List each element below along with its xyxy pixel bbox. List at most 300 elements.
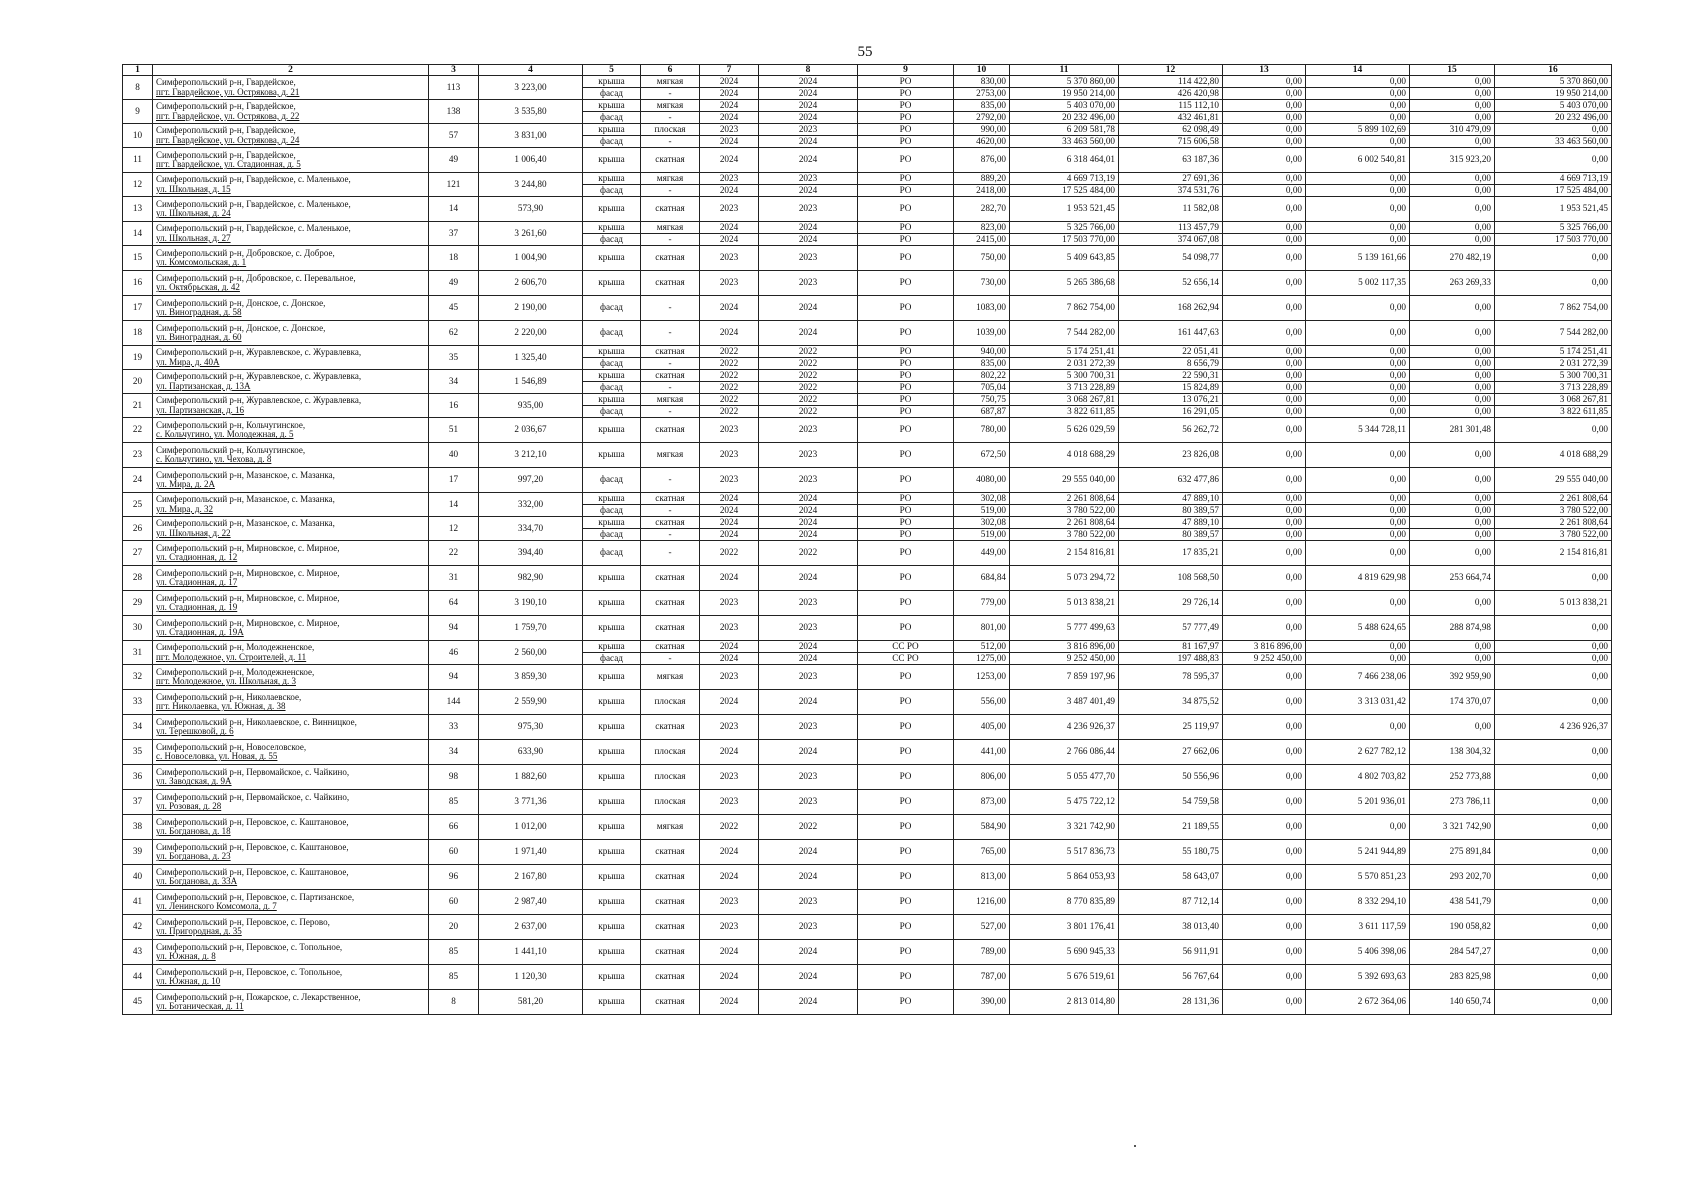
- address-line-1: Симферопольский р-н, Мазанское, с. Мазанка,: [156, 469, 335, 480]
- roof-type: мягкая: [641, 443, 700, 468]
- area: 1083,00: [954, 296, 1010, 321]
- area: 806,00: [954, 765, 1010, 790]
- specific-cost: 23 826,08: [1119, 443, 1223, 468]
- address-line-2: ул. Мира, д. 40А: [156, 356, 220, 367]
- address-line-2: ул. Стадионная, д. 17: [156, 577, 238, 588]
- total-area: 332,00: [479, 493, 583, 517]
- cost: 2 154 816,81: [1010, 541, 1119, 566]
- address-line-1: Симферопольский р-н, Журавлевское, с. Журавлевка,: [156, 395, 362, 406]
- fund-region: 2 672 364,06: [1306, 990, 1410, 1015]
- address-cell: [153, 394, 429, 418]
- fund-ss: 0,00: [1223, 740, 1306, 765]
- year-start: 2024: [700, 296, 759, 321]
- address-cell: [153, 641, 429, 665]
- fund-owners: 2 154 816,81: [1495, 541, 1612, 566]
- element: фасад: [583, 505, 641, 517]
- element: крыша: [583, 890, 641, 915]
- cost: 5 403 070,00: [1010, 100, 1119, 112]
- specific-cost: 27 662,06: [1119, 740, 1223, 765]
- element: фасад: [583, 234, 641, 246]
- year-start: 2022: [700, 406, 759, 418]
- table-row: [123, 100, 1612, 112]
- specific-cost: 50 556,96: [1119, 765, 1223, 790]
- year-start: 2024: [700, 740, 759, 765]
- fund-ss: 0,00: [1223, 296, 1306, 321]
- address-cell: [153, 715, 429, 740]
- total-area: 2 606,70: [479, 271, 583, 296]
- fund-ss: 0,00: [1223, 185, 1306, 197]
- area: 705,04: [954, 382, 1010, 394]
- address-line-1: Симферопольский р-н, Журавлевское, с. Журавлевка,: [156, 371, 362, 382]
- program: РО: [858, 493, 954, 505]
- program: РО: [858, 566, 954, 591]
- program: РО: [858, 529, 954, 541]
- scan-speck: [1134, 1145, 1136, 1147]
- year-end: 2024: [759, 641, 858, 653]
- roof-type: скатная: [641, 965, 700, 990]
- specific-cost: 11 582,08: [1119, 197, 1223, 222]
- specific-cost: 28 131,36: [1119, 990, 1223, 1015]
- address-line-2: ул. Комсомольская, д. 1: [156, 257, 247, 268]
- fund-owners: 0,00: [1495, 653, 1612, 665]
- address-cell: [153, 222, 429, 246]
- apartments-count: 49: [429, 271, 479, 296]
- table-row: [123, 890, 1612, 915]
- table-row: [123, 370, 1612, 382]
- address-line-2: пгт. Гвардейское, ул. Стадионная, д. 5: [156, 159, 301, 170]
- apartments-count: 62: [429, 321, 479, 346]
- element: фасад: [583, 406, 641, 418]
- roof-type: скатная: [641, 865, 700, 890]
- area: 835,00: [954, 358, 1010, 370]
- total-area: 3 771,36: [479, 790, 583, 815]
- apartments-count: 64: [429, 591, 479, 616]
- area: 2792,00: [954, 112, 1010, 124]
- address-line-1: Симферопольский р-н, Добровское, с. Доброе,: [156, 247, 335, 258]
- apartments-count: 45: [429, 296, 479, 321]
- fund-ss: 0,00: [1223, 234, 1306, 246]
- fund-local: 0,00: [1410, 321, 1495, 346]
- specific-cost: 47 889,10: [1119, 493, 1223, 505]
- address-line-2: ул. Пригородная, д. 35: [156, 926, 242, 937]
- address-line-2: ул. Стадионная, д. 12: [156, 552, 238, 563]
- apartments-count: 121: [429, 173, 479, 197]
- specific-cost: 52 656,14: [1119, 271, 1223, 296]
- address-line-2: ул. Розовая, д. 28: [156, 801, 222, 812]
- address-cell: [153, 296, 429, 321]
- column-header-10: 10: [954, 65, 1010, 76]
- program: РО: [858, 915, 954, 940]
- fund-region: 0,00: [1306, 100, 1410, 112]
- specific-cost: 374 067,08: [1119, 234, 1223, 246]
- fund-owners: 0,00: [1495, 641, 1612, 653]
- address-line-1: Симферопольский р-н, Мазанское, с. Мазанка,: [156, 518, 335, 529]
- row-number: 11: [123, 148, 153, 173]
- fund-local: 138 304,32: [1410, 740, 1495, 765]
- specific-cost: 114 422,80: [1119, 76, 1223, 88]
- specific-cost: 115 112,10: [1119, 100, 1223, 112]
- fund-region: 0,00: [1306, 815, 1410, 840]
- table-row: [123, 765, 1612, 790]
- area: 889,20: [954, 173, 1010, 185]
- address-cell: [153, 517, 429, 541]
- address-cell: [153, 418, 429, 443]
- fund-ss: 0,00: [1223, 566, 1306, 591]
- year-start: 2024: [700, 234, 759, 246]
- fund-owners: 4 669 713,19: [1495, 173, 1612, 185]
- fund-ss: 0,00: [1223, 616, 1306, 641]
- program: РО: [858, 271, 954, 296]
- fund-owners: 5 300 700,31: [1495, 370, 1612, 382]
- cost: 17 503 770,00: [1010, 234, 1119, 246]
- program: РО: [858, 815, 954, 840]
- fund-owners: 1 953 521,45: [1495, 197, 1612, 222]
- table-row: [123, 815, 1612, 840]
- year-start: 2024: [700, 321, 759, 346]
- fund-owners: 0,00: [1495, 765, 1612, 790]
- year-start: 2023: [700, 915, 759, 940]
- fund-local: 0,00: [1410, 222, 1495, 234]
- total-area: 3 212,10: [479, 443, 583, 468]
- fund-local: 288 874,98: [1410, 616, 1495, 641]
- fund-owners: 0,00: [1495, 940, 1612, 965]
- cost: 5 370 860,00: [1010, 76, 1119, 88]
- fund-owners: 17 503 770,00: [1495, 234, 1612, 246]
- area: 1253,00: [954, 665, 1010, 690]
- element: крыша: [583, 100, 641, 112]
- fund-region: 0,00: [1306, 443, 1410, 468]
- table-row: [123, 222, 1612, 234]
- fund-ss: 0,00: [1223, 88, 1306, 100]
- fund-region: 0,00: [1306, 641, 1410, 653]
- fund-local: 0,00: [1410, 406, 1495, 418]
- row-number: 23: [123, 443, 153, 468]
- element: крыша: [583, 443, 641, 468]
- total-area: 334,70: [479, 517, 583, 541]
- fund-ss: 0,00: [1223, 321, 1306, 346]
- table-row: [123, 197, 1612, 222]
- specific-cost: 62 098,49: [1119, 124, 1223, 136]
- fund-region: 0,00: [1306, 358, 1410, 370]
- address-cell: [153, 890, 429, 915]
- year-end: 2024: [759, 865, 858, 890]
- program: РО: [858, 321, 954, 346]
- total-area: 1 012,00: [479, 815, 583, 840]
- specific-cost: 13 076,21: [1119, 394, 1223, 406]
- apartments-count: 49: [429, 148, 479, 173]
- fund-local: 253 664,74: [1410, 566, 1495, 591]
- year-end: 2022: [759, 358, 858, 370]
- fund-owners: 0,00: [1495, 566, 1612, 591]
- total-area: 3 244,80: [479, 173, 583, 197]
- roof-type: мягкая: [641, 665, 700, 690]
- fund-local: 0,00: [1410, 591, 1495, 616]
- row-number: 21: [123, 394, 153, 418]
- specific-cost: 374 531,76: [1119, 185, 1223, 197]
- fund-local: 392 959,90: [1410, 665, 1495, 690]
- roof-type: плоская: [641, 690, 700, 715]
- year-start: 2024: [700, 88, 759, 100]
- fund-local: 293 202,70: [1410, 865, 1495, 890]
- roof-type: скатная: [641, 197, 700, 222]
- cost: 19 950 214,00: [1010, 88, 1119, 100]
- year-start: 2024: [700, 865, 759, 890]
- apartments-count: 46: [429, 641, 479, 665]
- table-body: [123, 76, 1612, 1015]
- apartments-count: 14: [429, 197, 479, 222]
- element: крыша: [583, 566, 641, 591]
- fund-owners: 0,00: [1495, 865, 1612, 890]
- year-end: 2023: [759, 665, 858, 690]
- apartments-count: 85: [429, 790, 479, 815]
- fund-ss: 0,00: [1223, 493, 1306, 505]
- year-end: 2024: [759, 112, 858, 124]
- specific-cost: 426 420,98: [1119, 88, 1223, 100]
- cost: 5 864 053,93: [1010, 865, 1119, 890]
- table-row: [123, 394, 1612, 406]
- year-start: 2022: [700, 358, 759, 370]
- program: РО: [858, 100, 954, 112]
- total-area: 1 006,40: [479, 148, 583, 173]
- cost: 4 236 926,37: [1010, 715, 1119, 740]
- address-cell: [153, 616, 429, 641]
- specific-cost: 25 119,97: [1119, 715, 1223, 740]
- row-number: 26: [123, 517, 153, 541]
- table-row: [123, 665, 1612, 690]
- fund-ss: 0,00: [1223, 124, 1306, 136]
- program: РО: [858, 990, 954, 1015]
- row-number: 14: [123, 222, 153, 246]
- fund-owners: 7 862 754,00: [1495, 296, 1612, 321]
- specific-cost: 197 488,83: [1119, 653, 1223, 665]
- element: крыша: [583, 641, 641, 653]
- address-line-2: ул. Южная, д. 8: [156, 951, 216, 962]
- element: крыша: [583, 765, 641, 790]
- fund-owners: 3 780 522,00: [1495, 529, 1612, 541]
- year-start: 2022: [700, 815, 759, 840]
- cost: 5 475 722,12: [1010, 790, 1119, 815]
- area: 302,08: [954, 517, 1010, 529]
- apartments-count: 14: [429, 493, 479, 517]
- address-line-1: Симферопольский р-н, Перовское, с. Партизанское,: [156, 891, 355, 902]
- fund-region: 0,00: [1306, 370, 1410, 382]
- fund-local: 174 370,07: [1410, 690, 1495, 715]
- year-start: 2023: [700, 173, 759, 185]
- fund-owners: 3 068 267,81: [1495, 394, 1612, 406]
- address-line-1: Симферопольский р-н, Мирновское, с. Мирное,: [156, 617, 340, 628]
- year-end: 2023: [759, 197, 858, 222]
- fund-ss: 3 816 896,00: [1223, 641, 1306, 653]
- year-end: 2023: [759, 915, 858, 940]
- year-end: 2024: [759, 690, 858, 715]
- fund-owners: 0,00: [1495, 915, 1612, 940]
- row-number: 17: [123, 296, 153, 321]
- fund-owners: 4 018 688,29: [1495, 443, 1612, 468]
- program: СС РО: [858, 641, 954, 653]
- table-row: [123, 296, 1612, 321]
- address-cell: [153, 765, 429, 790]
- cost: 5 055 477,70: [1010, 765, 1119, 790]
- address-line-1: Симферопольский р-н, Николаевское,: [156, 691, 302, 702]
- year-end: 2024: [759, 529, 858, 541]
- year-start: 2024: [700, 641, 759, 653]
- total-area: 1 971,40: [479, 840, 583, 865]
- roof-type: -: [641, 358, 700, 370]
- address-cell: [153, 321, 429, 346]
- row-number: 31: [123, 641, 153, 665]
- row-number: 9: [123, 100, 153, 124]
- area: 789,00: [954, 940, 1010, 965]
- program: РО: [858, 358, 954, 370]
- cost: 2 031 272,39: [1010, 358, 1119, 370]
- fund-region: 4 802 703,82: [1306, 765, 1410, 790]
- area: 527,00: [954, 915, 1010, 940]
- area: 780,00: [954, 418, 1010, 443]
- year-end: 2022: [759, 406, 858, 418]
- year-end: 2022: [759, 370, 858, 382]
- address-line-1: Симферопольский р-н, Первомайское, с. Чайкино,: [156, 766, 350, 777]
- element: крыша: [583, 915, 641, 940]
- address-cell: [153, 541, 429, 566]
- specific-cost: 113 457,79: [1119, 222, 1223, 234]
- fund-owners: 0,00: [1495, 418, 1612, 443]
- total-area: 975,30: [479, 715, 583, 740]
- year-end: 2023: [759, 468, 858, 493]
- cost: 5 676 519,61: [1010, 965, 1119, 990]
- area: 2753,00: [954, 88, 1010, 100]
- table-row: [123, 76, 1612, 88]
- specific-cost: 87 712,14: [1119, 890, 1223, 915]
- fund-owners: 0,00: [1495, 148, 1612, 173]
- fund-local: 0,00: [1410, 468, 1495, 493]
- table-header: [123, 65, 1612, 76]
- fund-local: 0,00: [1410, 173, 1495, 185]
- year-start: 2024: [700, 505, 759, 517]
- element: крыша: [583, 148, 641, 173]
- specific-cost: 56 262,72: [1119, 418, 1223, 443]
- program: РО: [858, 418, 954, 443]
- fund-owners: 0,00: [1495, 246, 1612, 271]
- year-end: 2023: [759, 124, 858, 136]
- area: 1039,00: [954, 321, 1010, 346]
- fund-region: 0,00: [1306, 76, 1410, 88]
- fund-region: 5 488 624,65: [1306, 616, 1410, 641]
- cost: 2 813 014,80: [1010, 990, 1119, 1015]
- element: крыша: [583, 591, 641, 616]
- fund-ss: 0,00: [1223, 715, 1306, 740]
- year-start: 2024: [700, 566, 759, 591]
- specific-cost: 58 643,07: [1119, 865, 1223, 890]
- element: крыша: [583, 690, 641, 715]
- total-area: 935,00: [479, 394, 583, 418]
- year-end: 2024: [759, 505, 858, 517]
- roof-type: скатная: [641, 271, 700, 296]
- address-cell: [153, 197, 429, 222]
- fund-local: 0,00: [1410, 112, 1495, 124]
- roof-type: скатная: [641, 616, 700, 641]
- row-number: 20: [123, 370, 153, 394]
- specific-cost: 57 777,49: [1119, 616, 1223, 641]
- specific-cost: 432 461,81: [1119, 112, 1223, 124]
- column-header-8: 8: [759, 65, 858, 76]
- cost: 29 555 040,00: [1010, 468, 1119, 493]
- fund-ss: 0,00: [1223, 591, 1306, 616]
- specific-cost: 78 595,37: [1119, 665, 1223, 690]
- program: РО: [858, 173, 954, 185]
- program: РО: [858, 234, 954, 246]
- fund-ss: 0,00: [1223, 915, 1306, 940]
- address-line-1: Симферопольский р-н, Молодежненское,: [156, 642, 315, 653]
- fund-region: 0,00: [1306, 715, 1410, 740]
- specific-cost: 22 590,31: [1119, 370, 1223, 382]
- fund-local: 0,00: [1410, 394, 1495, 406]
- element: фасад: [583, 112, 641, 124]
- table-row: [123, 740, 1612, 765]
- cost: 17 525 484,00: [1010, 185, 1119, 197]
- year-start: 2022: [700, 382, 759, 394]
- program: РО: [858, 690, 954, 715]
- apartments-count: 22: [429, 541, 479, 566]
- address-line-2: ул. Богданова, д. 33А: [156, 876, 238, 887]
- fund-owners: 3 713 228,89: [1495, 382, 1612, 394]
- area: 873,00: [954, 790, 1010, 815]
- cost: 5 073 294,72: [1010, 566, 1119, 591]
- address-line-1: Симферопольский р-н, Первомайское, с. Чайкино,: [156, 791, 350, 802]
- roof-type: -: [641, 321, 700, 346]
- apartments-count: 57: [429, 124, 479, 148]
- year-start: 2024: [700, 690, 759, 715]
- fund-local: 273 786,11: [1410, 790, 1495, 815]
- fund-owners: 0,00: [1495, 740, 1612, 765]
- year-end: 2024: [759, 965, 858, 990]
- row-number: 37: [123, 790, 153, 815]
- element: фасад: [583, 321, 641, 346]
- address-line-2: ул. Южная, д. 10: [156, 976, 221, 987]
- address-line-1: Симферопольский р-н, Журавлевское, с. Журавлевка,: [156, 347, 362, 358]
- specific-cost: 27 691,36: [1119, 173, 1223, 185]
- year-start: 2024: [700, 493, 759, 505]
- fund-ss: 0,00: [1223, 148, 1306, 173]
- program: РО: [858, 443, 954, 468]
- roof-type: скатная: [641, 148, 700, 173]
- year-end: 2024: [759, 840, 858, 865]
- year-start: 2023: [700, 616, 759, 641]
- element: фасад: [583, 382, 641, 394]
- column-header-4: 4: [479, 65, 583, 76]
- address-line-1: Симферопольский р-н, Новоселовское,: [156, 741, 307, 752]
- column-header-14: 14: [1306, 65, 1410, 76]
- address-line-1: Симферопольский р-н, Кольчугинское,: [156, 444, 306, 455]
- year-start: 2024: [700, 965, 759, 990]
- row-number: 16: [123, 271, 153, 296]
- program: РО: [858, 740, 954, 765]
- fund-region: 5 241 944,89: [1306, 840, 1410, 865]
- fund-ss: 0,00: [1223, 136, 1306, 148]
- cost: 9 252 450,00: [1010, 653, 1119, 665]
- fund-region: 0,00: [1306, 197, 1410, 222]
- row-number: 32: [123, 665, 153, 690]
- table-row: [123, 124, 1612, 136]
- roof-type: мягкая: [641, 222, 700, 234]
- fund-owners: 5 013 838,21: [1495, 591, 1612, 616]
- program: РО: [858, 865, 954, 890]
- fund-region: 0,00: [1306, 112, 1410, 124]
- fund-region: 5 201 936,01: [1306, 790, 1410, 815]
- row-number: 44: [123, 965, 153, 990]
- area: 2418,00: [954, 185, 1010, 197]
- year-start: 2023: [700, 418, 759, 443]
- apartments-count: 35: [429, 346, 479, 370]
